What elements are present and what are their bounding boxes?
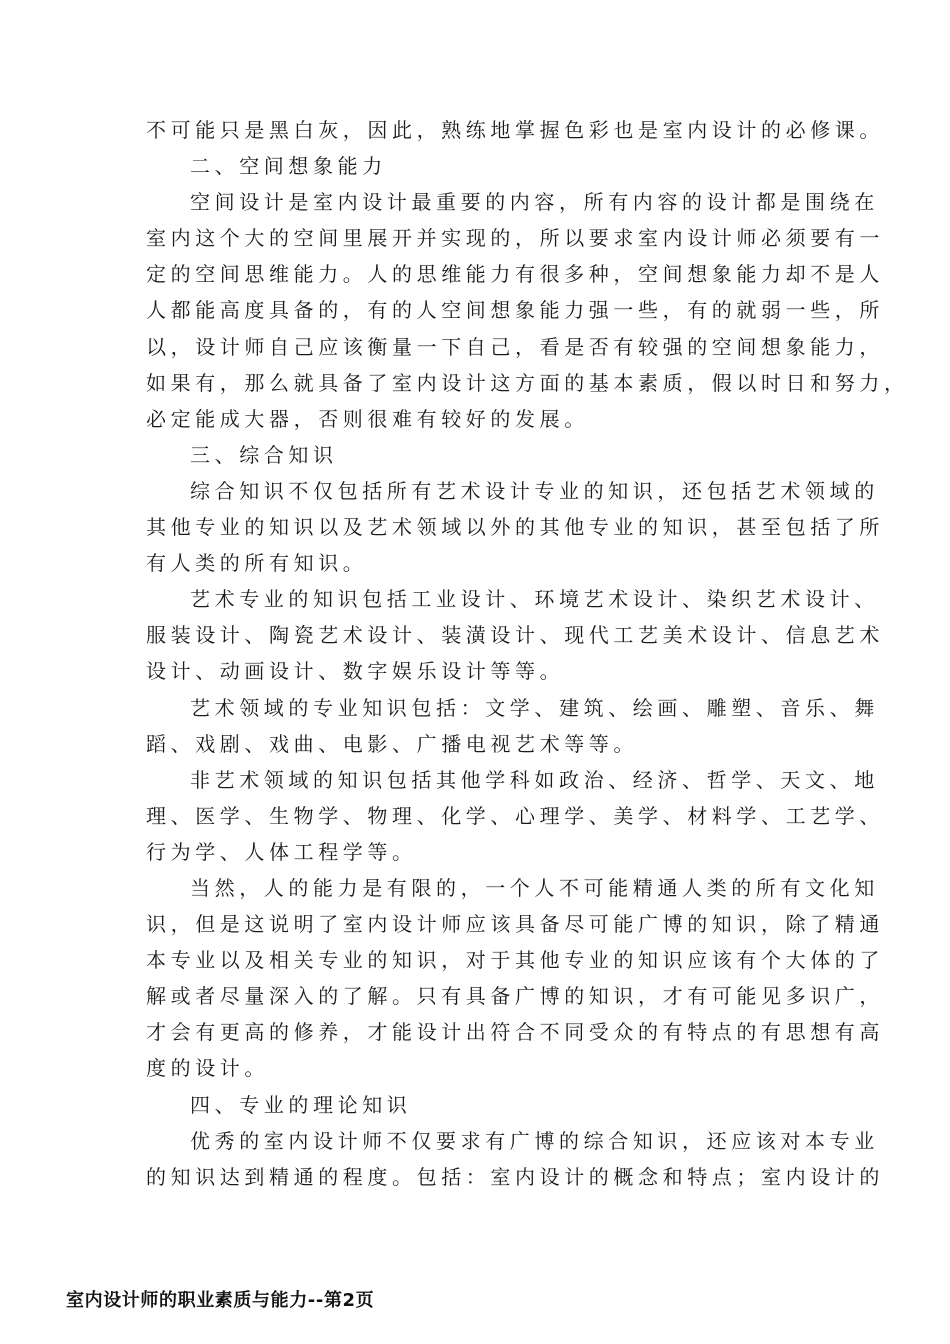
text-line: 服装设计、陶瓷艺术设计、装潢设计、现代工艺美术设计、信息艺术 (146, 623, 884, 648)
text-line: 度的设计。 (146, 1056, 269, 1081)
text-line: 优秀的室内设计师不仅要求有广博的综合知识，还应该对本专业 (190, 1128, 879, 1153)
text-line: 空间设计是室内设计最重要的内容，所有内容的设计都是围绕在 (190, 190, 879, 215)
text-line: 如果有，那么就具备了室内设计这方面的基本素质，假以时日和努力， (146, 370, 909, 395)
text-line: 室内这个大的空间里展开并实现的，所以要求室内设计师必须要有一 (146, 226, 884, 251)
page-footer: 室内设计师的职业素质与能力--第2页 (66, 1290, 375, 1311)
text-line: 理、医学、生物学、物理、化学、心理学、美学、材料学、工艺学、 (146, 803, 884, 828)
text-line: 行为学、人体工程学等。 (146, 839, 417, 864)
text-line: 的知识达到精通的程度。包括：室内设计的概念和特点；室内设计的 (146, 1164, 884, 1189)
text-line: 人都能高度具备的，有的人空间想象能力强一些，有的就弱一些，所 (146, 298, 884, 323)
text-line: 以，设计师自己应该衡量一下自己，看是否有较强的空间想象能力， (146, 334, 884, 359)
text-line: 四、专业的理论知识 (190, 1092, 412, 1117)
text-line: 二、空间想象能力 (190, 154, 387, 179)
document-body (146, 112, 909, 1195)
text-line: 非艺术领域的知识包括其他学科如政治、经济、哲学、天文、地 (190, 767, 879, 792)
text-line: 蹈、戏剧、戏曲、电影、广播电视艺术等等。 (146, 731, 638, 756)
text-line: 解或者尽量深入的了解。只有具备广博的知识，才有可能见多识广， (146, 984, 884, 1009)
text-line: 定的空间思维能力。人的思维能力有很多种，空间想象能力却不是人 (146, 262, 884, 287)
text-line: 三、综合知识 (190, 442, 338, 467)
text-line: 当然，人的能力是有限的，一个人不可能精通人类的所有文化知 (190, 875, 879, 900)
text-line: 综合知识不仅包括所有艺术设计专业的知识，还包括艺术领域的 (190, 478, 879, 503)
text-line: 艺术领域的专业知识包括：文学、建筑、绘画、雕塑、音乐、舞 (190, 695, 879, 720)
text-line: 其他专业的知识以及艺术领域以外的其他专业的知识，甚至包括了所 (146, 515, 884, 540)
text-line: 不可能只是黑白灰，因此，熟练地掌握色彩也是室内设计的必修课。 (146, 118, 884, 142)
text-line: 设计、动画设计、数字娱乐设计等等。 (146, 659, 565, 684)
text-line: 本专业以及相关专业的知识，对于其他专业的知识应该有个大体的了 (146, 948, 884, 973)
text-line: 识，但是这说明了室内设计师应该具备尽可能广博的知识，除了精通 (146, 912, 884, 937)
text-line: 有人类的所有知识。 (146, 551, 368, 576)
text-line: 必定能成大器，否则很难有较好的发展。 (146, 406, 589, 431)
text-line: 艺术专业的知识包括工业设计、环境艺术设计、染织艺术设计、 (190, 587, 879, 612)
text-line: 才会有更高的修养，才能设计出符合不同受众的有特点的有思想有高 (146, 1020, 884, 1045)
